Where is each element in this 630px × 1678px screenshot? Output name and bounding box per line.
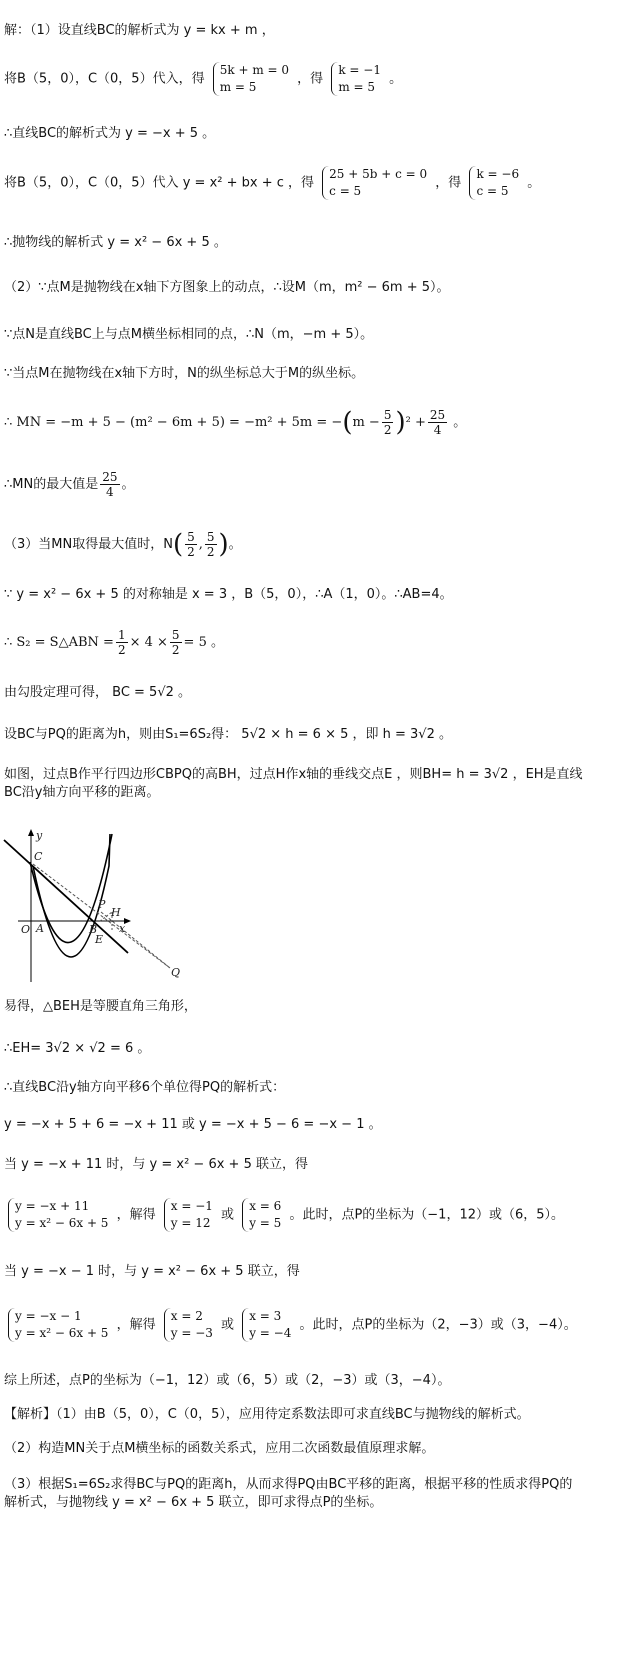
label-x: x <box>119 922 126 935</box>
text-line: 当 y = −x + 11 时，与 y = x² − 6x + 5 联立，得 <box>4 1157 308 1172</box>
label-p: P <box>98 898 106 911</box>
text-line: 设BC与PQ的距离为h，则由S₁=6S₂得： 5√2 × h = 6 × 5 ，即 h = 3√2 。 <box>4 727 452 742</box>
text-line: ∴ MN = −m + 5 − (m² − 6m + 5) = −m² + 5m = −(m − $\frac{5}{2}$ )² + $\frac{25}{4}$ 。 <box>4 407 467 438</box>
text-line: BC沿y轴方向平移的距离。 <box>4 785 160 800</box>
text-line: ∴抛物线的解析式 y = x² − 6x + 5 。 <box>4 235 227 250</box>
text-line: （3）当MN取得最大值时，N( $\frac{5}{2}$ , $\frac{5}{2}$ )。 <box>4 529 242 560</box>
label-q: Q <box>171 966 181 979</box>
equation-system: x = 2 y = −3 <box>164 1308 213 1342</box>
text-line: ∴直线BC沿y轴方向平移6个单位得PQ的解析式： <box>4 1080 286 1095</box>
text-line: （3）根据S₁=6S₂求得BC与PQ的距离h，从而求得PQ由BC平移的距离，根据平移的性质求得PQ的 <box>4 1477 573 1492</box>
text-line: 综上所述，点P的坐标为（−1，12）或（6，5）或（2，−3）或（3，−4）。 <box>4 1373 451 1388</box>
label-o: O <box>21 923 31 936</box>
text-line: 【解析】（1）由B（5，0），C（0，5），应用待定系数法即可求直线BC与抛物线的解析式。 <box>4 1407 530 1422</box>
parabola-figure <box>0 826 190 986</box>
fraction: $\frac{5}{2}$ <box>187 530 195 559</box>
label-e: E <box>95 933 104 946</box>
equation-system: k = −1 m = 5 <box>331 62 381 96</box>
line-pq <box>101 912 170 968</box>
text-line: 将B（5，0），C（0，5）代入，得 5k + m = 0 m = 5 ，得 k = −1 m = 5 。 <box>4 63 403 94</box>
fraction: $\frac{5}{2}$ <box>206 530 215 559</box>
y-axis-arrow <box>28 829 34 836</box>
text-line: （2）∵点M是抛物线在x轴下方图象上的动点，∴设M（m，m² − 6m + 5）。 <box>4 280 450 295</box>
label-y: y <box>36 829 43 842</box>
text-line: y = −x + 5 + 6 = −x + 11 或 y = −x + 5 − 6 = −x − 1 。 <box>4 1117 382 1132</box>
fraction: $\frac{1}{2}$ <box>117 628 126 657</box>
text-line: ∴EH= 3√2 × √2 = 6 。 <box>4 1041 151 1056</box>
text-line: 解析式，与抛物线 y = x² − 6x + 5 联立，即可求得点P的坐标。 <box>4 1495 383 1510</box>
text-line: 由勾股定理可得， BC = 5√2 。 <box>4 685 192 700</box>
text-line: ∵当点M在抛物线在x轴下方时，N的纵坐标总大于M的纵坐标。 <box>4 366 365 381</box>
equation-system: 5k + m = 0 m = 5 <box>213 62 289 96</box>
equation-system: x = 3 y = −4 <box>242 1308 291 1342</box>
text-line: 解：（1）设直线BC的解析式为 y = kx + m ， <box>4 23 275 38</box>
text-line: 如图，过点B作平行四边形CBPQ的高BH，过点H作x轴的垂线交点E ，则BH= h = 3√2 ，EH是直线 <box>4 767 583 782</box>
equation-system: k = −6 c = 5 <box>469 166 519 200</box>
fraction: $\frac{25}{4}$ <box>102 470 118 499</box>
equation-system: x = −1 y = 12 <box>164 1198 213 1232</box>
equation-system: 25 + 5b + c = 0 c = 5 <box>322 166 427 200</box>
text-line: 易得，△BEH是等腰直角三角形， <box>4 999 197 1014</box>
fraction: $\frac{25}{4}$ <box>429 408 446 437</box>
text-line: ∴ S₂ = S△ABN = $\frac{1}{2}$ × 4 × $\frac{5}{2}$ = 5 。 <box>4 628 224 657</box>
equation-system: x = 6 y = 5 <box>242 1198 281 1232</box>
equation-system: y = −x − 1 y = x² − 6x + 5 <box>8 1308 108 1342</box>
text-line: ∵ y = x² − 6x + 5 的对称轴是 x = 3 ，B（5，0），∴A（1，0）。∴AB=4。 <box>4 587 453 602</box>
text-line: 将B（5，0），C（0，5）代入 y = x² + bx + c ，得 25 + 5b + c = 0 c = 5 ，得 k = −6 c = 5 。 <box>4 167 541 198</box>
text-line: ∵点N是直线BC上与点M横坐标相同的点，∴N（m，−m + 5）。 <box>4 327 374 342</box>
text-line: y = −x − 1 y = x² − 6x + 5 ，解得 x = 2 y = −3 或 x = 3 y = −4 。此时，点P的坐标为（2，−3）或（3，−4）。 <box>4 1308 577 1342</box>
label-c: C <box>34 850 43 863</box>
equation-system: y = −x + 11 y = x² − 6x + 5 <box>8 1198 108 1232</box>
label-a: A <box>36 922 44 935</box>
label-b: B <box>89 923 98 936</box>
text-line: y = −x + 11 y = x² − 6x + 5 ，解得 x = −1 y = 12 或 x = 6 y = 5 。此时，点P的坐标为（−1，12）或（6，5）。 <box>4 1198 564 1232</box>
fraction: $\frac{5}{2}$ <box>171 628 180 657</box>
text-line: （2）构造MN关于点M横坐标的函数关系式，应用二次函数最值原理求解。 <box>4 1441 435 1456</box>
text-line: ∴MN的最大值是 $\frac{25}{4}$ 。 <box>4 470 135 499</box>
fraction: $\frac{5}{2}$ <box>383 408 392 437</box>
text-line: 当 y = −x − 1 时，与 y = x² − 6x + 5 联立，得 <box>4 1264 300 1279</box>
text-line: ∴直线BC的解析式为 y = −x + 5 。 <box>4 126 216 141</box>
label-h: H <box>111 906 121 919</box>
